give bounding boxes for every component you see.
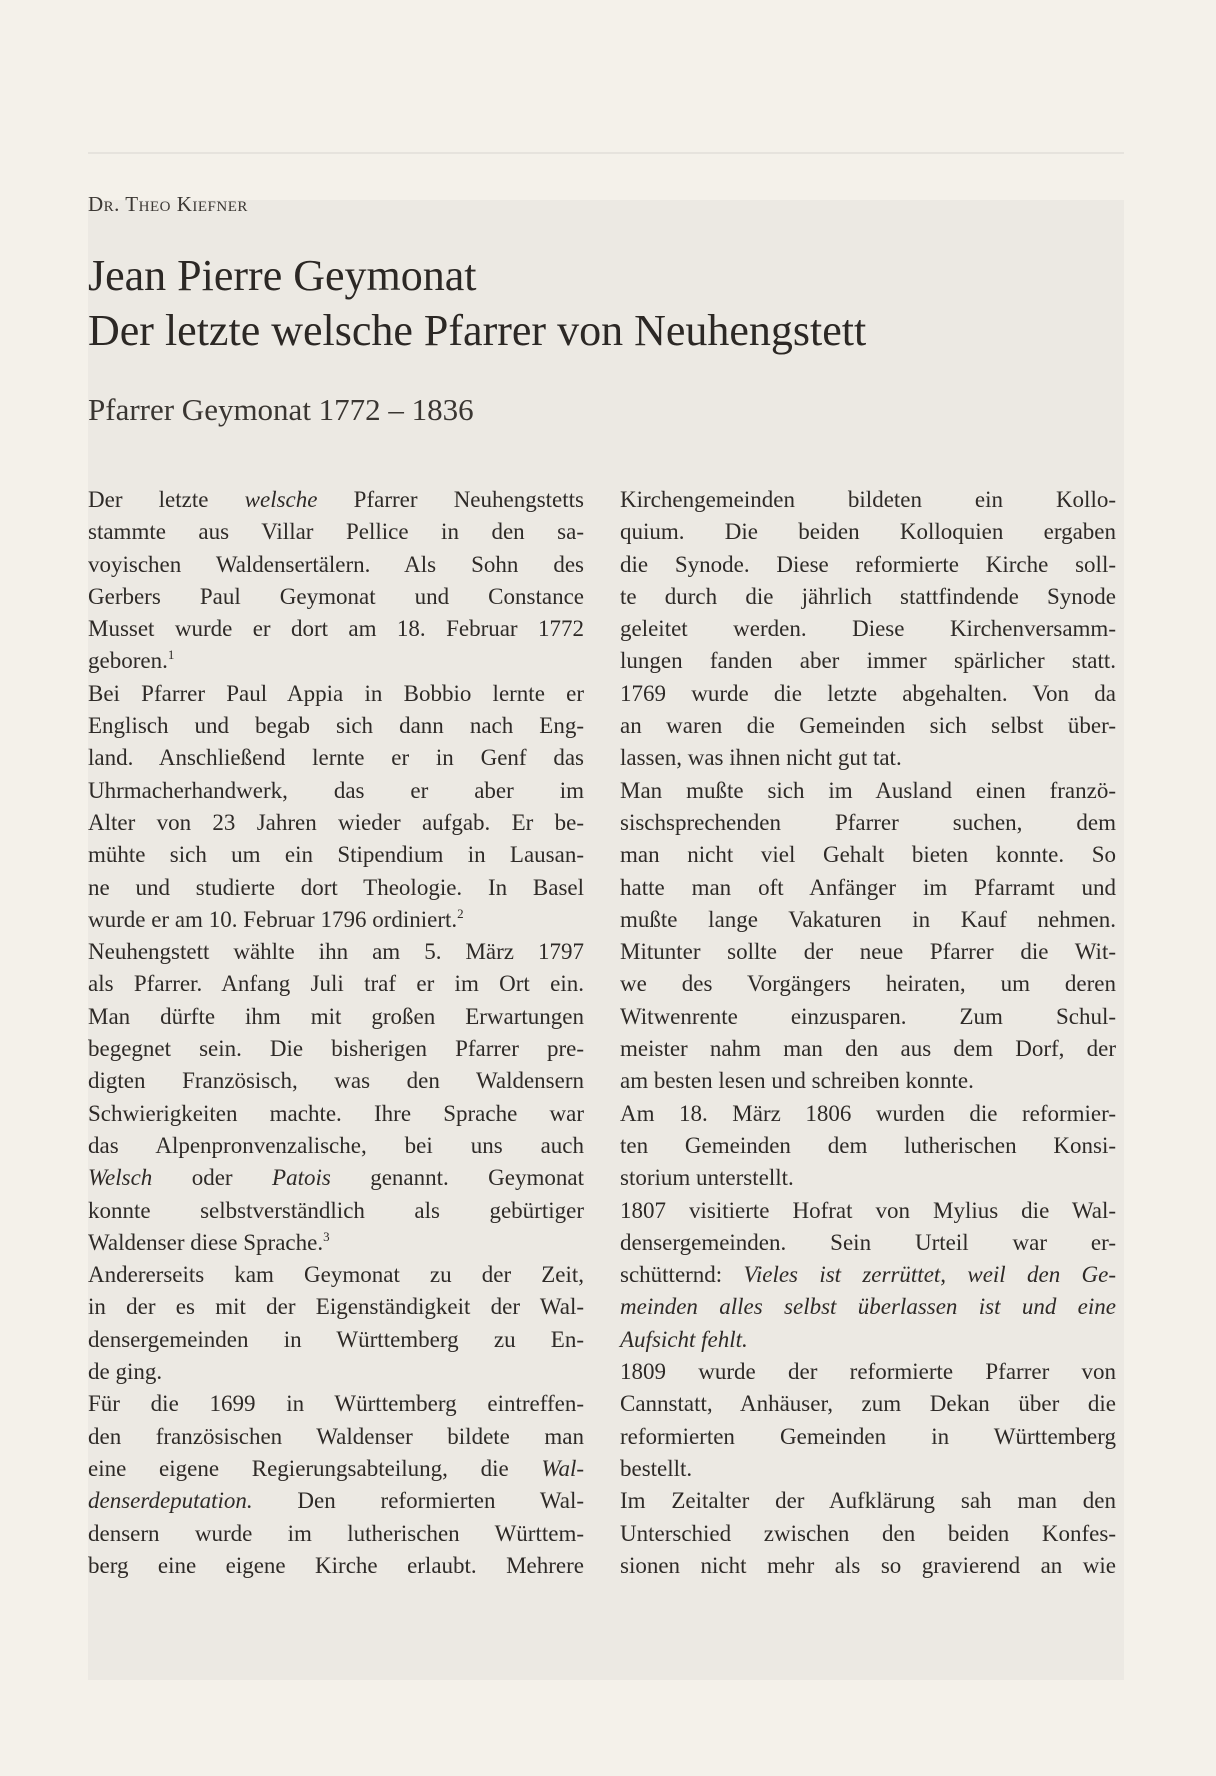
text-line: lassen, was ihnen nicht gut tat.: [620, 745, 902, 771]
text-line: begegnet sein. Die bisherigen Pfarrer pre-: [88, 1036, 584, 1062]
text-line: berg eine eigene Kirche erlaubt. Mehrere: [88, 1552, 584, 1578]
italic-text: Welsch: [88, 1165, 153, 1191]
text-column-left: [88, 484, 584, 1582]
footnote-marker: 3: [323, 1228, 330, 1244]
text-line: Im Zeitalter der Aufklärung sah man den: [620, 1488, 1116, 1514]
text-line: Englisch und begab sich dann nach Eng-: [88, 713, 584, 739]
italic-text: denserdeputation.: [88, 1488, 253, 1514]
text-line: sionen nicht mehr als so gravierend an wie: [620, 1552, 1116, 1578]
text-line: voyischen Waldensertälern. Als Sohn des: [88, 551, 584, 577]
italic-text: Aufsicht fehlt.: [620, 1326, 748, 1352]
text-line: lungen fanden aber immer spärlicher statt.: [620, 648, 1116, 674]
text-line: Der letzte welsche Pfarrer Neuhengstetts: [88, 487, 584, 512]
text-line: Alter von 23 Jahren wieder aufgab. Er be-: [88, 809, 584, 835]
article-page: [88, 0, 1128, 1776]
text-line: denserdeputation. Den reformierten Wal-: [88, 1488, 584, 1514]
text-line: Unterschied zwischen den beiden Konfes-: [620, 1520, 1116, 1546]
text-line: te durch die jährlich stattfindende Synode: [620, 583, 1116, 609]
text-line: geboren.$^1$: [88, 647, 175, 674]
text-line: densergemeinden in Württemberg zu En-: [88, 1326, 584, 1352]
text-line: Witwenrente einzusparen. Zum Schul-: [620, 1003, 1116, 1029]
text-line: Bei Pfarrer Paul Appia in Bobbio lernte er: [88, 680, 584, 706]
text-line: geleitet werden. Diese Kirchenversamm-: [620, 616, 1116, 642]
text-line: Mitunter sollte der neue Pfarrer die Wit-: [620, 939, 1116, 965]
text-line: den französischen Waldenser bildete man: [88, 1423, 584, 1449]
text-line: mußte lange Vakaturen in Kauf nehmen.: [620, 906, 1116, 932]
text-line: densern wurde im lutherischen Württem-: [88, 1520, 584, 1546]
text-line: eine eigene Regierungsabteilung, die Wal-: [88, 1455, 584, 1481]
article-title: [88, 248, 1128, 358]
text-line: stammte aus Villar Pellice in den sa-: [88, 519, 584, 545]
text-line: hatte man oft Anfänger im Pfarramt und: [620, 874, 1116, 900]
text-line: Andererseits kam Geymonat zu der Zeit,: [88, 1262, 584, 1288]
text-line: die Synode. Diese reformierte Kirche soll-: [620, 551, 1116, 577]
italic-text: Wal-: [541, 1455, 584, 1481]
text-line: mühte sich um ein Stipendium in Lausan-: [88, 842, 584, 868]
text-line: 1769 wurde die letzte abgehalten. Von da: [620, 680, 1116, 706]
text-line: Schwierigkeiten machte. Ihre Sprache war: [88, 1100, 584, 1126]
text-line: land. Anschließend lernte er in Genf das: [88, 745, 584, 771]
text-line: konnte selbstverständlich als gebürtiger: [88, 1197, 584, 1223]
text-line: densergemeinden. Sein Urteil war er-: [620, 1229, 1116, 1255]
text-line: Waldenser diese Sprache.$^3$: [88, 1228, 330, 1255]
text-line: [620, 1324, 1116, 1356]
text-line: de ging.: [88, 1359, 163, 1385]
text-line: Gerbers Paul Geymonat und Constance: [88, 583, 584, 609]
text-line: Cannstatt, Anhäuser, zum Dekan über die: [620, 1391, 1116, 1417]
italic-text: welsche: [244, 487, 318, 512]
text-line: ten Gemeinden dem lutherischen Konsi-: [620, 1132, 1116, 1158]
text-line: ne und studierte dort Theologie. In Basel: [88, 874, 584, 900]
text-line: schütternd: Vieles ist zerrüttet, weil den Ge-: [620, 1262, 1116, 1288]
italic-text: Patois: [272, 1165, 331, 1191]
text-column-right: [620, 484, 1116, 1582]
text-line: Musset wurde er dort am 18. Februar 1772: [88, 616, 584, 642]
text-line: Neuhengstett wählte ihn am 5. März 1797: [88, 939, 584, 965]
article-title-line-1: Jean Pierre Geymonat: [88, 251, 477, 300]
text-line: quium. Die beiden Kolloquien ergaben: [620, 519, 1116, 545]
text-line: Für die 1699 in Württemberg eintreffen-: [88, 1391, 584, 1417]
text-line: Kirchengemeinden bildeten ein Kollo-: [620, 487, 1116, 512]
text-line: in der es mit der Eigenständigkeit der Wal-: [88, 1294, 584, 1320]
text-line: Uhrmacherhandwerk, das er aber im: [88, 777, 584, 803]
footnote-marker: 1: [167, 647, 175, 663]
text-line: am besten lesen und schreiben konnte.: [620, 1068, 974, 1094]
text-line: Welsch oder Patois genannt. Geymonat: [88, 1165, 584, 1191]
text-line: das Alpenpronvenzalische, bei uns auch: [88, 1132, 584, 1158]
text-line: bestellt.: [620, 1455, 693, 1481]
text-line: reformierten Gemeinden in Württemberg: [620, 1423, 1116, 1449]
text-line: storium unterstellt.: [620, 1165, 794, 1191]
italic-text: Vieles ist zerrüttet, weil den Ge-: [743, 1262, 1116, 1288]
text-line: Man mußte sich im Ausland einen franzö-: [620, 777, 1116, 803]
text-line: digten Französisch, was den Waldensern: [88, 1068, 584, 1094]
text-line: meister nahm man den aus dem Dorf, der: [620, 1036, 1116, 1062]
text-line: Man dürfte ihm mit großen Erwartungen: [88, 1003, 584, 1029]
text-line: [620, 1291, 1116, 1323]
text-line: Am 18. März 1806 wurden die reformier-: [620, 1100, 1116, 1126]
footnote-marker: 2: [457, 905, 464, 921]
author-name: Dr. Theo Kiefner: [88, 192, 248, 216]
text-line: 1809 wurde der reformierte Pfarrer von: [620, 1359, 1116, 1385]
text-line: an waren die Gemeinden sich selbst über-: [620, 713, 1116, 739]
text-line: man nicht viel Gehalt bieten konnte. So: [620, 842, 1116, 868]
italic-text: meinden alles selbst überlassen ist und eine: [620, 1294, 1116, 1320]
text-line: sischsprechenden Pfarrer suchen, dem: [620, 809, 1116, 835]
article-subtitle: Pfarrer Geymonat 1772 – 1836: [88, 392, 474, 427]
text-line: wurde er am 10. Februar 1796 ordiniert.$^2$: [88, 905, 464, 932]
article-title-line-2: Der letzte welsche Pfarrer von Neuhengstett: [88, 306, 867, 355]
text-line: 1807 visitierte Hofrat von Mylius die Wal-: [620, 1197, 1116, 1223]
text-line: als Pfarrer. Anfang Juli traf er im Ort ein.: [88, 971, 584, 997]
text-line: we des Vorgängers heiraten, um deren: [620, 971, 1116, 997]
